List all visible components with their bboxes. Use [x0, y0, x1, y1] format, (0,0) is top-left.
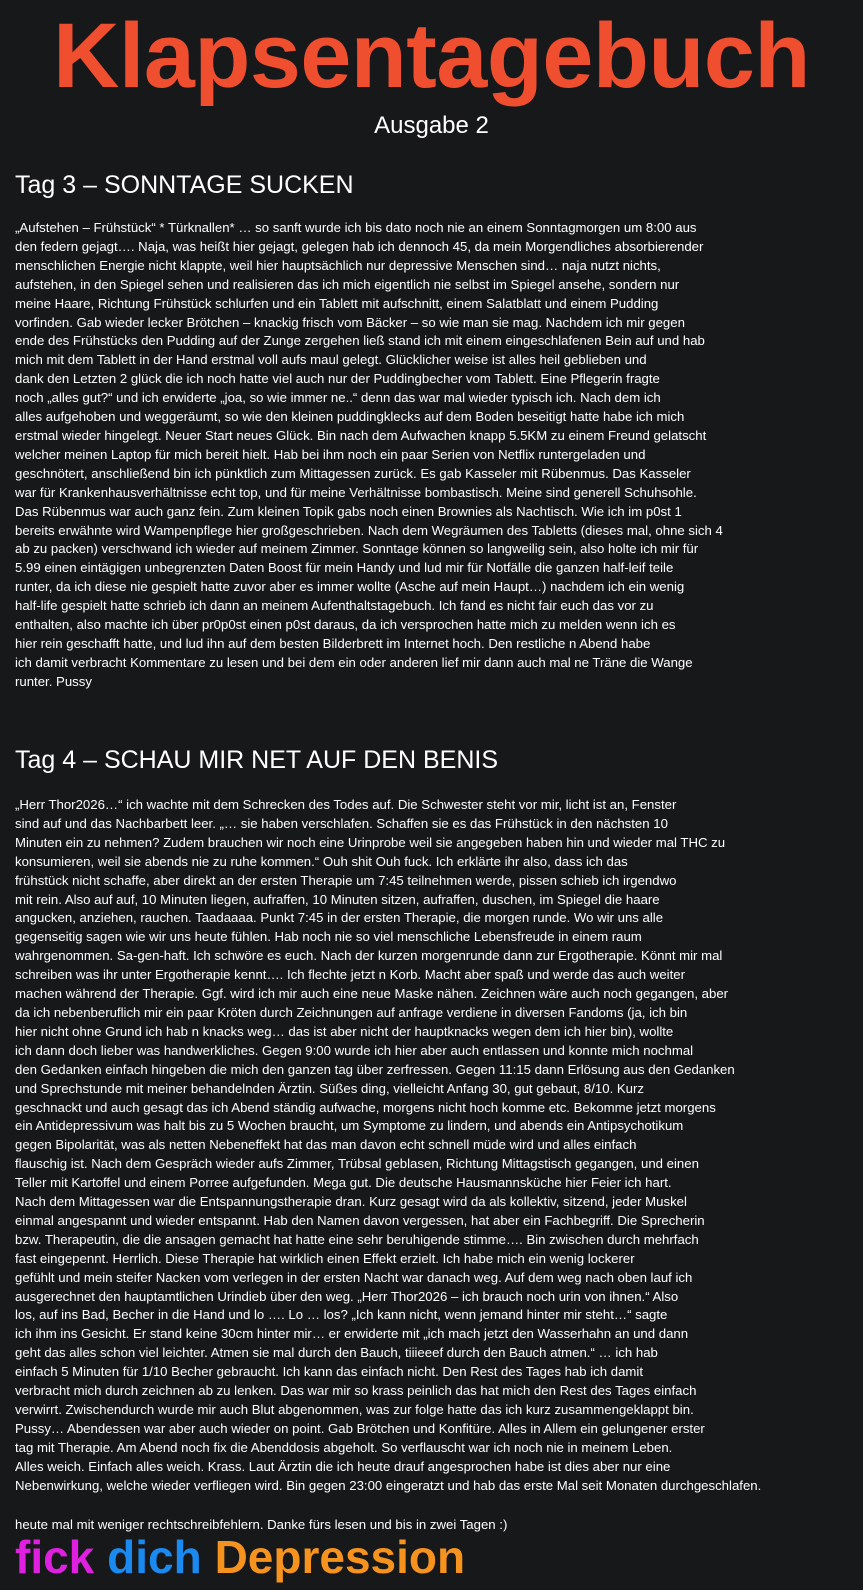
entry-text-line: war für Krankenhausverhältnisse echt top, und für meine Verhältnisse bombastisch. Meine sind generell Schuhsohle.	[15, 484, 697, 500]
entry-text-line: ein Antidepressivum was halt bis zu 5 Wochen braucht, um Symptome zu lindern, und abends ein Antipsychotikum	[15, 1118, 684, 1134]
entry-text-line: vorfinden. Gab wieder lecker Brötchen – knackig frisch vom Bäcker – so wie man sie mag. Nachdem ich mir gegen	[15, 314, 685, 330]
entry-text-line: los, auf ins Bad, Becher in die Hand und lo …. Lo … los? „Ich kann nicht, wenn jemand hinter mir steht…“ sagte	[15, 1307, 668, 1323]
entry-text-line: noch „alles gut?“ und ich erwiderte „joa, so wie immer ne..“ denn das war mal wieder typisch ich. Nach dem ich	[15, 390, 661, 406]
entry-text-line: konsumieren, weil sie abends nie zu ruhe kommen.“ Ouh shit Ouh fuck. Ich erklärte ihr also, dass ich das	[15, 853, 628, 869]
entry-text-line: ich ihm ins Gesicht. Er stand keine 30cm hinter mir… er erwiderte mit „ich mach jetzt den Wasserhahn an und dann	[15, 1326, 689, 1342]
entry-text-line: geschnötert, anschließend bin ich pünktlich zum Mittagessen zurück. Es gab Kasseler mit Rübenmus. Das Kasseler	[15, 465, 691, 481]
entry-text-line: meine Haare, Richtung Frühstück schlurfen und ein Tablett mit aufschnitt, einem Salatblatt und einem Pudding	[15, 295, 659, 311]
entry-text-line: verbracht mich durch zeichnen ab zu lenken. Das war mir so krass peinlich das hat mich den Rest des Tages einfach	[15, 1383, 697, 1399]
entry-text-line: geschnackt und auch gesagt das ich Abend ständig aufwache, morgens nicht hoch komme etc. Bekomme jetzt morgens	[15, 1099, 716, 1115]
entry-text-line: erstmal wieder hingelegt. Neuer Start neues Glück. Bin nach dem Aufwachen knapp 5.5KM zu einem Freund gelatscht	[15, 427, 707, 443]
entry-text-line: da ich nebenberuflich mir ein paar Kröten durch Zeichnungen auf anfrage verdiene in diversen Fandoms (ja, ich bin	[15, 1004, 688, 1020]
entry-text-line: menschlichen Energie nicht klappte, weil hier hauptsächlich nur depressive Menschen sind… naja nutzt nichts,	[15, 257, 661, 273]
entry-text-line: bereits erwähnte wird Wampenpflege hier großgeschrieben. Nach dem Wegräumen des Tabletts (dieses mal, ohne sich 4	[15, 522, 723, 538]
signoff	[15, 1530, 465, 1584]
entry-text-line: sind auf und das Nachbarbett leer. „… sie haben verschlafen. Schaffen sie es das Frühstück in den nächsten 10	[15, 815, 668, 831]
entry-text-line: fast eingepennt. Herrlich. Diese Therapie hat wirklich einen Effekt erzielt. Ich habe mich ein wenig lockerer	[15, 1250, 635, 1266]
entry-text-line: hier rein geschafft hatte, und lud ihn auf dem besten Bilderbrett im Internet hoch. Den restliche n Abend habe	[15, 635, 651, 651]
entry-text-line: gefühlt und mein steifer Nacken vom verlegen in der ersten Nacht war danach weg. Auf dem weg nach oben lauf ich	[15, 1269, 693, 1285]
entry-text-line: „Aufstehen – Frühstück“ * Türknallen* … so sanft wurde ich bis dato noch nie an einem Sonntagmorgen um 8:00 aus	[15, 220, 697, 235]
entry-text-line: ausgerechnet den hauptamtlichen Urindieb über den weg. „Herr Thor2026 – ich brauch noch urin von ihnen.“ Also	[15, 1288, 679, 1304]
entry-text-line: und Sprechstunde mit meiner behandelnden Ärztin. Süßes ding, vielleicht Anfang 30, gut gebaut, 8/10. Kurz	[15, 1080, 645, 1096]
entry-text-line: einmal angespannt und wieder entspannt. Hab den Namen davon vergessen, hat aber ein Fachbegriff. Die Sprecherin	[15, 1212, 705, 1228]
page-title: Klapsentagebuch	[53, 5, 810, 107]
entry-body-day-4	[15, 796, 860, 1496]
entry-heading-day-3: Tag 3 – SONNTAGE SUCKEN	[15, 171, 354, 199]
entry-text-line: 5.99 einen eintägigen unbegrenzten Daten Boost für mein Handy und lud mir für Notfälle die ganzen half-leif teile	[15, 560, 674, 576]
entry-text-line: runter, da ich diese nie gespielt hatte zuvor aber es immer wollte (Asche auf mein Haupt…) nachdem ich ein wenig	[15, 579, 685, 595]
entry-text-line: ab zu packen) verschwand ich wieder auf meinem Zimmer. Sonntage können so langweilig sein, also holte ich mir für	[15, 541, 699, 557]
entry-text-line: den federn gejagt…. Naja, was heißt hier gejagt, gelegen hab ich dennoch 45, da mein Morgendliches absorbierender	[15, 238, 704, 254]
signoff-word-1: fick	[15, 1531, 95, 1583]
entry-text-line: runter. Pussy	[15, 673, 92, 689]
entry-text-line: aufstehen, in den Spiegel sehen und realisieren das ich mich eigentlich nie selbst im Spiegel ansehe, sondern nur	[15, 276, 680, 292]
entry-text-line: schreiben was ihr unter Ergotherapie kennt…. Ich flechte jetzt n Korb. Macht aber spaß und werde das auch weiter	[15, 967, 685, 983]
entry-text-line: bzw. Therapeutin, die die ansagen gemacht hat hatte eine sehr beruhigende stimme…. Bin zwischen durch mehrfach	[15, 1231, 699, 1247]
entry-text-line: machen während der Therapie. Ggf. wird ich mir auch eine neue Maske nähen. Zeichnen wäre auch noch gegangen, aber	[15, 986, 729, 1002]
entry-text-line: hier nicht ohne Grund ich hab n knacks weg… das ist aber nicht der hauptknacks wegen dem ich hier bin), wollte	[15, 1023, 674, 1039]
entry-text-line: angucken, anziehen, rauchen. Taadaaaa. Punkt 7:45 in der ersten Therapie, die morgen runde. Wo wir uns alle	[15, 910, 664, 926]
entry-text-line: geht das alles schon viel leichter. Atmen sie mal durch den Bauch, tiiieeef durch den Bauch atmen.“ … ich hab	[15, 1345, 658, 1361]
entry-text-line: gegen Bipolarität, was als netten Nebeneffekt hat das man davon echt schnell müde wird und alles einfach	[15, 1137, 637, 1153]
entry-text-line: tag mit Therapie. Am Abend noch fix die Abenddosis abgeholt. So verflauscht war ich noch nie in meinem Leben.	[15, 1439, 673, 1455]
entry-text-line: Alles weich. Einfach alles weich. Krass. Laut Ärztin die ich heute drauf angesprochen habe ist dies aber nur eine	[15, 1458, 671, 1474]
entry-text-line: dank den Letzten 2 glück die ich noch hatte viel auch nur der Puddingbecher vom Tablett. Eine Pflegerin fragte	[15, 371, 660, 387]
entry-text-line: enthalten, also machte ich über pr0p0st einen p0st daraus, da ich versprochen hatte mich zu melden wenn ich es	[15, 617, 676, 633]
entry-text-line: Nebenwirkung, welche wieder verfliegen wird. Bin gegen 23:00 eingeratzt und hab das erste Mal seit Monaten durchgeschlafen.	[15, 1477, 762, 1493]
entry-text-line: welcher meinen Laptop für mich bereit hielt. Hab bei ihm noch ein paar Serien von Netflix runtergeladen und	[15, 446, 646, 462]
signoff-word-2: dich	[107, 1531, 202, 1583]
entry-text-line: Das Rübenmus war auch ganz fein. Zum kleinen Topik gabs noch einen Brownies als Nachtisch. Wie ich im p0st 1	[15, 503, 682, 519]
entry-text-line: ich damit verbracht Kommentare zu lesen und bei dem ein oder anderen lief mir dann auch mal ne Träne die Wange	[15, 654, 693, 670]
entry-text-line: Nach dem Mittagessen war die Entspannungstherapie dran. Kurz gesagt wird da als kollektiv, sitzend, jeder Muskel	[15, 1194, 687, 1210]
entry-text-line: ich dann doch lieber was handwerkliches. Gegen 9:00 wurde ich hier aber auch entlassen und konnte mich nochmal	[15, 1042, 694, 1058]
issue-subtitle: Ausgabe 2	[374, 112, 489, 139]
entry-text-line: wahrgenommen. Sa-gen-haft. Ich schwöre es euch. Nach der kurzen morgenrunde dann zur Ergotherapie. Könnt mir mal	[15, 948, 723, 964]
entry-text-line: Minuten ein zu nehmen? Zudem brauchen wir noch eine Urinprobe weil sie angegeben haben hin und wieder mal THC zu	[15, 834, 726, 850]
entry-text-line: den Gedanken einfach hingeben die mich den ganzen tag über zerfressen. Gegen 11:15 dann Erlösung aus den Gedanken	[15, 1061, 735, 1077]
entry-text-line: mich mit dem Tablett in der Hand erstmal voll aufs maul gelegt. Glücklicher weise ist alles heil geblieben und	[15, 352, 647, 368]
entry-text-line: half-life gespielt hatte schrieb ich dann an meinem Aufenthaltstagebuch. Ich fand es nicht fair euch das vor zu	[15, 598, 654, 614]
entry-text-line: alles aufgehoben und weggeräumt, so wie den kleinen puddingklecks auf dem Boden beseitigt hatte habe ich mich	[15, 409, 685, 425]
entry-text-line: Teller mit Kartoffel und einem Porree aufgefunden. Mega gut. Die deutsche Hausmannsküche hier Feier ich hart.	[15, 1175, 672, 1191]
entry-heading-day-4: Tag 4 – SCHAU MIR NET AUF DEN BENIS	[15, 746, 498, 774]
entry-text-line: mit rein. Also auf auf, 10 Minuten liegen, aufraffen, 10 Minuten sitzen, aufraffen, duschen, im Spiegel die haare	[15, 891, 660, 907]
entry-text-line: ende des Frühstücks den Pudding auf der Zunge zergehen ließ stand ich mit einem eingeschlafenen Bein auf und hab	[15, 333, 705, 349]
entry-text-line: verwirrt. Zwischendurch wurde mir auch Blut abgenommen, was zur folge hatte das ich kurz zusammengeklappt bin.	[15, 1402, 694, 1417]
entry-text-line: „Herr Thor2026…“ ich wachte mit dem Schrecken des Todes auf. Die Schwester steht vor mir, licht ist an, Fenster	[15, 797, 677, 812]
entry-text-line: Pussy… Abendessen war aber auch wieder on point. Gab Brötchen und Konfitüre. Alles in Allem ein gelungener erster	[15, 1420, 705, 1436]
entry-text-line: frühstück nicht schaffe, aber direkt an der ersten Therapie um 7:45 teilnehmen werde, pissen schieb ich irgendwo	[15, 872, 677, 888]
closing-note: heute mal mit weniger rechtschreibfehlern. Danke fürs lesen und bis in zwei Tagen :)	[15, 1517, 508, 1532]
signoff-word-3: Depression	[214, 1531, 466, 1583]
entry-text-line: flauschig ist. Nach dem Gespräch wieder aufs Zimmer, Trübsal geblasen, Richtung Mittagstisch gegangen, und einen	[15, 1156, 699, 1172]
entry-text-line: einfach 5 Minuten für 1/10 Becher gebraucht. Ich kann das einfach nicht. Den Rest des Tages hab ich damit	[15, 1364, 644, 1380]
entry-body-day-3	[15, 219, 860, 692]
entry-text-line: gegenseitig sagen wie wir uns heute fühlen. Hab noch nie so viel menschliche Lebensfreude in einem raum	[15, 929, 642, 945]
